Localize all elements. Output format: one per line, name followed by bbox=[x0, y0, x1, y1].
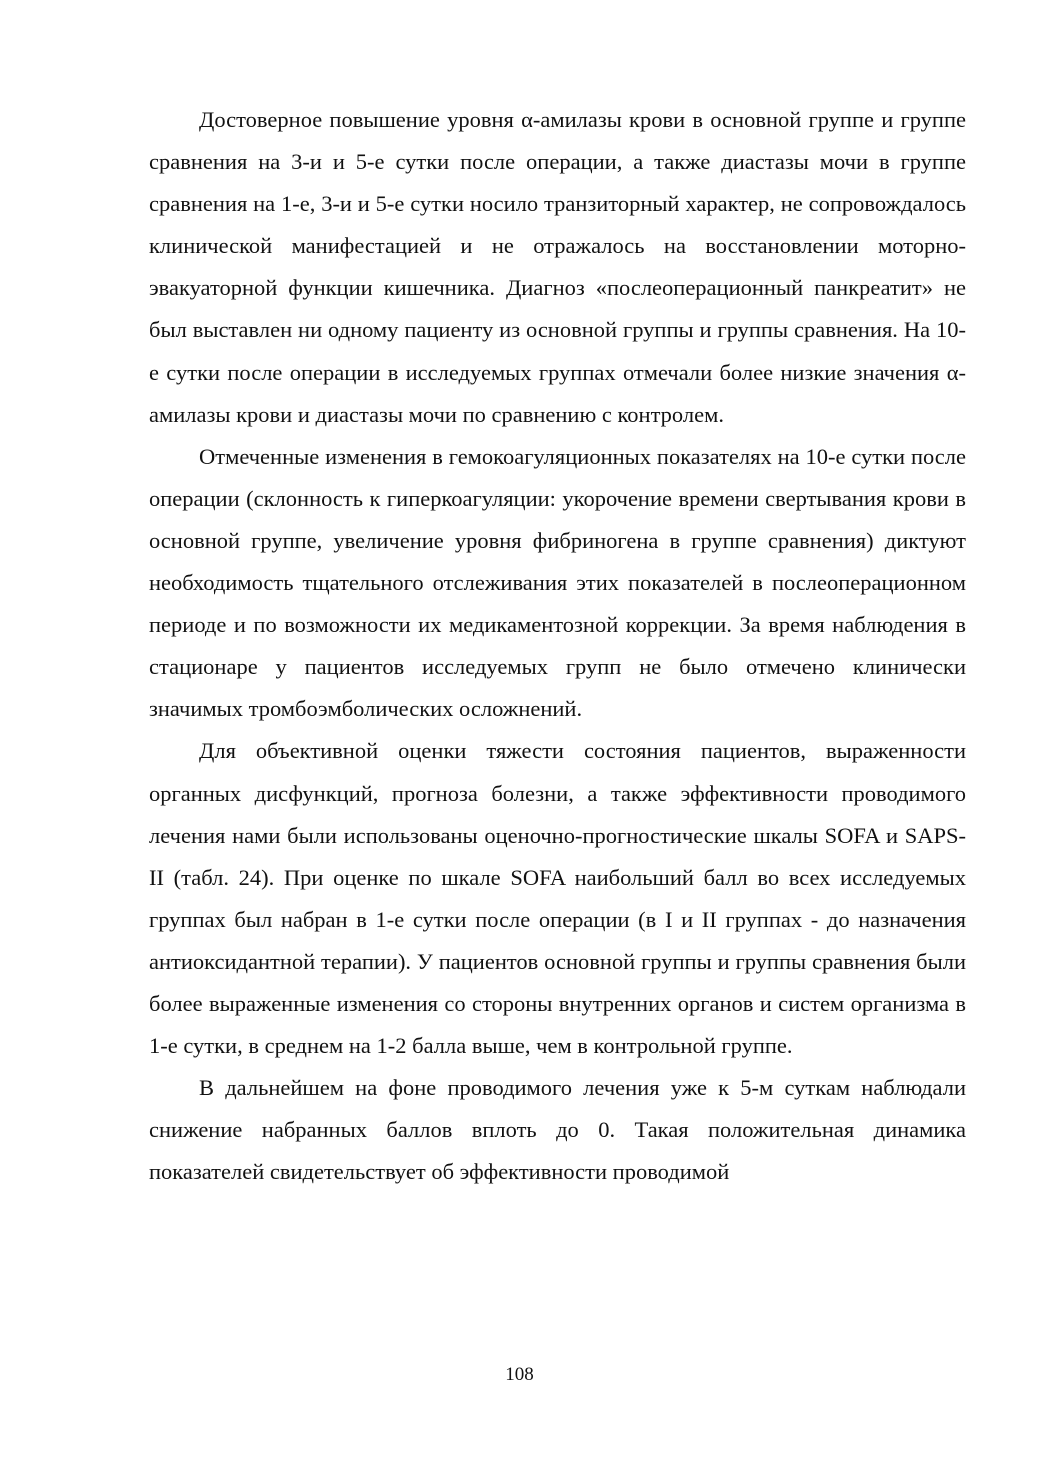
paragraph-3: Для объективной оценки тяжести состояния пациентов, выраженности органных дисфункций, прогноза болезни, а также эффективности проводимого лечения нами были использованы оценочно-прогностические шкалы SOFA и SAPS-II (табл. 24). При оценке по шкале SOFA наибольший балл во всех исследуемых группах был набран в 1-е сутки после операции (в I и II группах - до назначения антиоксидантной терапии). У пациентов основной группы и группы сравнения были более выраженные изменения со стороны внутренних органов и систем организма в 1-е сутки, в среднем на 1-2 балла выше, чем в контрольной группе. bbox=[149, 738, 966, 1059]
paragraph-1: Достоверное повышение уровня α-амилазы крови в основной группе и группе сравнения на 3-и и 5-е сутки после операции, а также диастазы мочи в группе сравнения на 1-е, 3-и и 5-е сутки носило транзиторный характер, не сопровождалось клинической манифестацией и не отражалось на восстановлении моторно-эвакуаторной функции кишечника. Диагноз «послеоперационный панкреатит» не был выставлен ни одному пациенту из основной группы и группы сравнения. На 10-е сутки после операции в исследуемых группах отмечали более низкие значения α-амилазы крови и диастазы мочи по сравнению с контролем. bbox=[149, 107, 966, 427]
paragraph-4: В дальнейшем на фоне проводимого лечения уже к 5-м суткам наблюдали снижение набранных баллов вплоть до 0. Такая положительная динамика показателей свидетельствует об эффективности проводимой bbox=[149, 1075, 966, 1185]
page-number: 108 bbox=[505, 1364, 534, 1385]
body-text bbox=[149, 99, 966, 1193]
paragraph-2: Отмеченные изменения в гемокоагуляционных показателях на 10-е сутки после операции (склонность к гиперкоагуляции: укорочение времени свертывания крови в основной группе, увеличение уровня фибриногена в группе сравнения) диктуют необходимость тщательного отслеживания этих показателей в послеоперационном периоде и по возможности их медикаментозной коррекции. За время наблюдения в стационаре у пациентов исследуемых групп не было отмечено клинически значимых тромбоэмболических осложнений. bbox=[149, 443, 966, 722]
